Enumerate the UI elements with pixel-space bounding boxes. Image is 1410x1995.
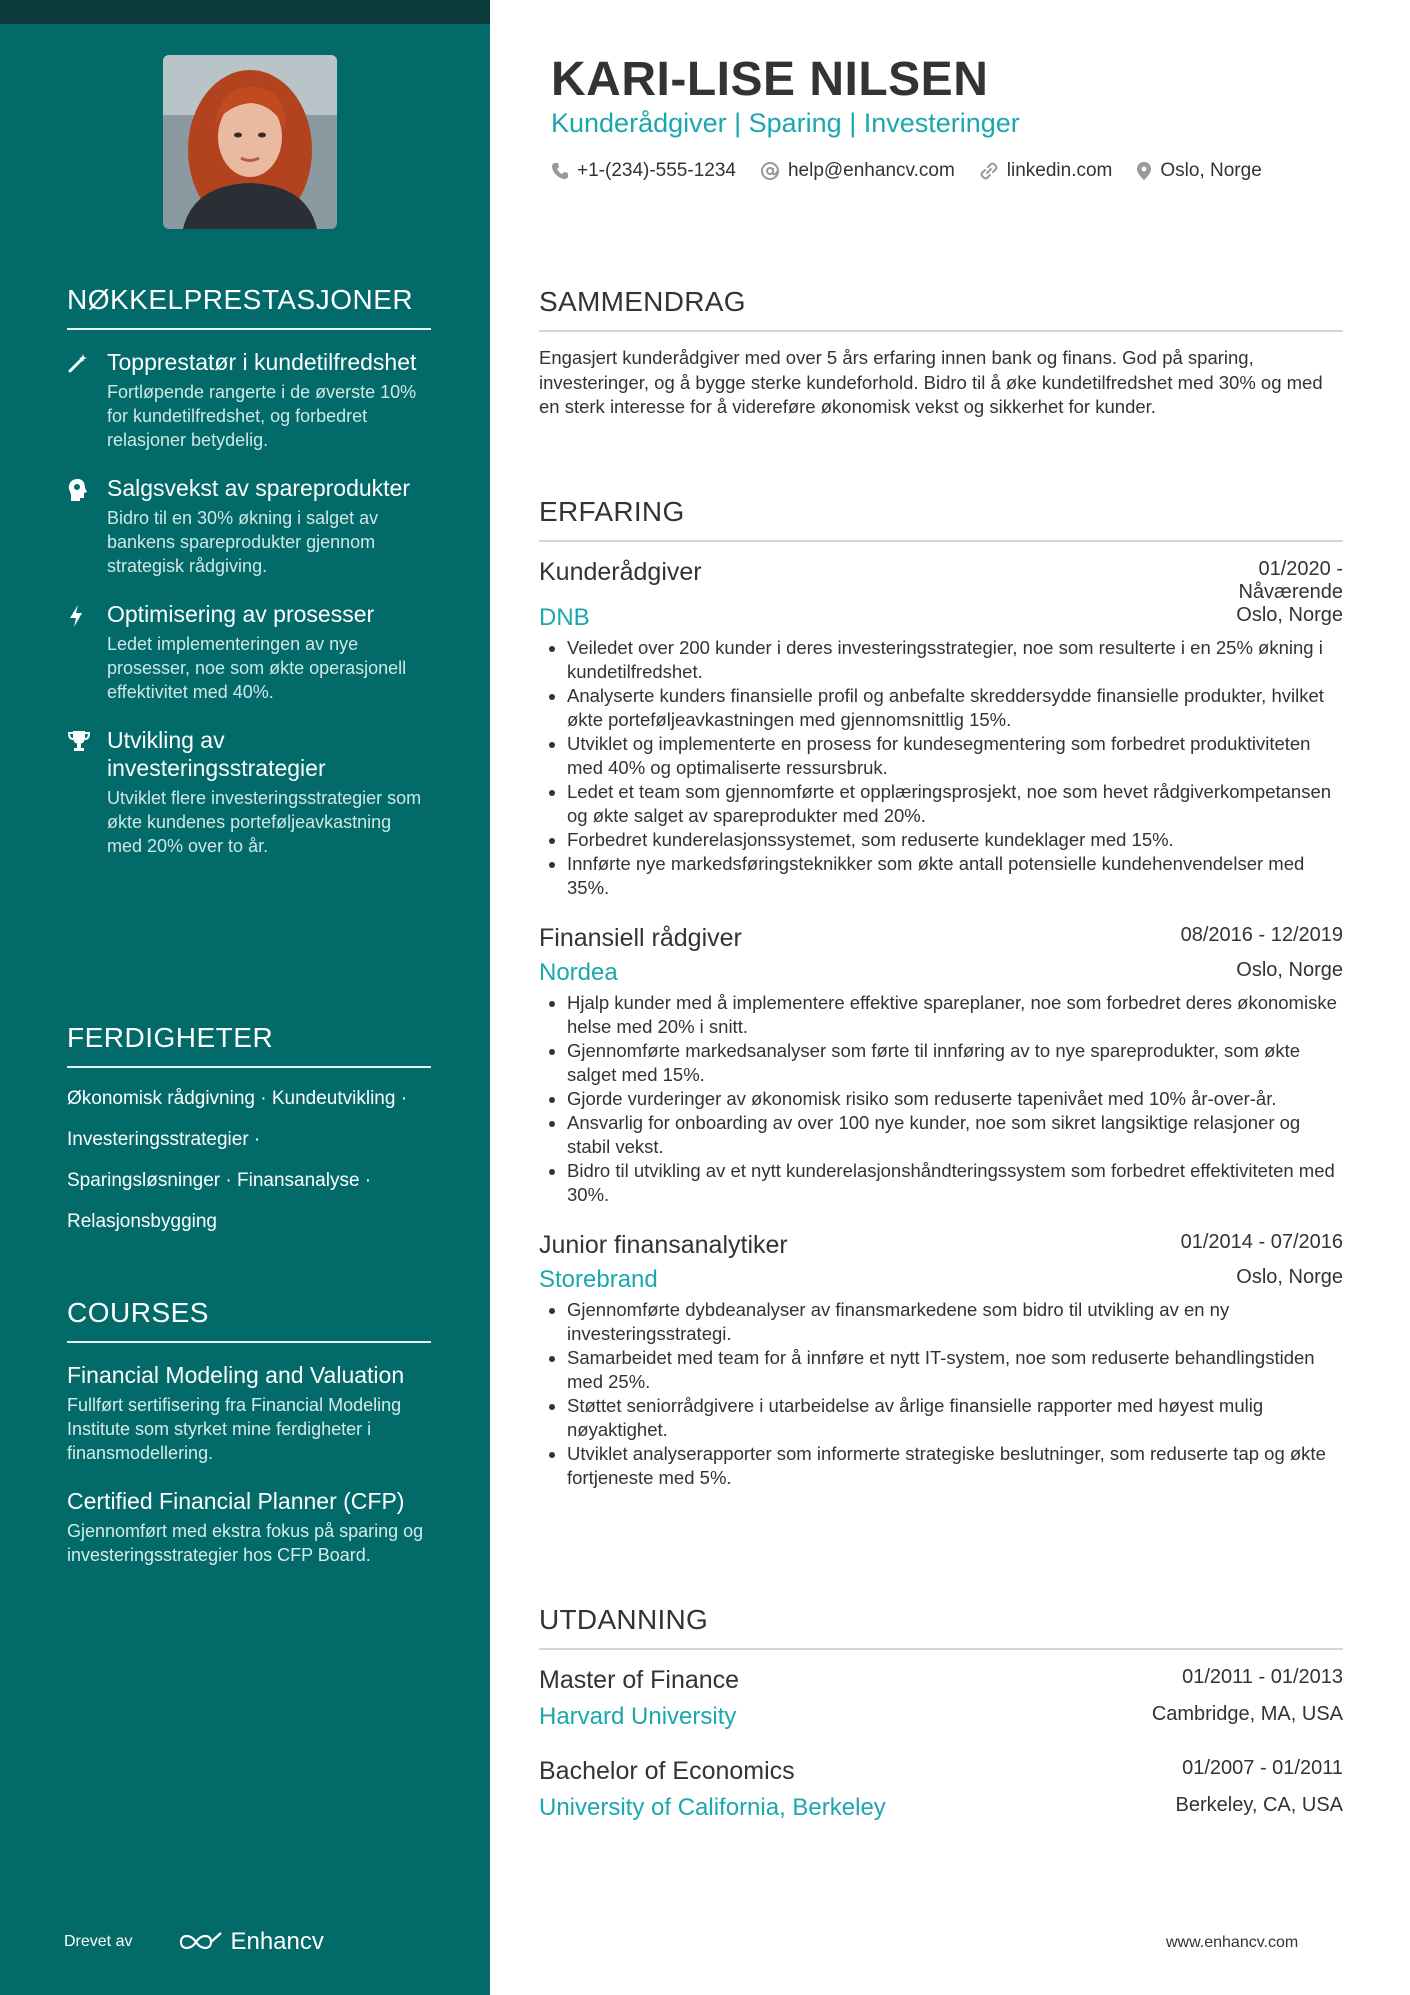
courses-title: COURSES [67,1297,431,1343]
achievement-title: Topprestatør i kundetilfredshet [107,349,417,375]
experience-title: ERFARING [539,496,1343,542]
bullet: • Hjalp kunder med å implementere effektive spareplaner, noe som forbedret deres økonomiske helse med 20% i snitt. [567,991,1343,1039]
link-icon [979,161,999,181]
job-bullets [539,1298,1343,1490]
bullet: • Støttet seniorrådgivere i utarbeidelse av årlige finansielle rapporter med høyest mulig nøyaktighet. [567,1394,1343,1442]
achievement-title: Salgsvekst av spareprodukter [107,475,410,501]
summary-text: Engasjert kunderådgiver med over 5 års erfaring innen bank og finans. God på sparing, investeringer, og å bygge sterke kundeforhold. Bidro til å øke kundetilfredshet med 30% og med en sterk interesse for å videreføre økonomisk vekst og sikkerhet for kunder. [539,347,1323,417]
skill-line: Investeringsstrategier · [67,1129,261,1150]
course-title: Financial Modeling and Valuation [67,1362,405,1388]
course-item [67,1487,431,1567]
skills-list [67,1078,431,1242]
contact-phone[interactable] [551,160,736,182]
job-title: Kunderådgiver [539,558,702,586]
achievement-desc: Ledet implementeringen av nye prosesser, noe som økte operasjonell effektivitet med 40%. [107,634,407,702]
job-location: Oslo, Norge [1236,959,1343,981]
job-bullets [539,991,1343,1207]
job-entry [539,558,1343,900]
bullet: • Ansvarlig for onboarding av over 100 nye kunder, noe som sikret langsiktige relasjoner og stabil vekst. [567,1111,1343,1159]
achievements-title: NØKKELPRESTASJONER [67,284,431,330]
job-bullets [539,636,1343,900]
head-gear-icon [67,474,107,578]
edu-date: 01/2007 - 01/2011 [1182,1757,1343,1779]
sidebar-top-bar [0,0,490,24]
achievement-item [67,348,431,452]
achievement-title: Optimisering av prosesser [107,601,375,627]
candidate-name: KARI-LISE NILSEN [551,53,989,106]
location-pin-icon [1136,161,1152,181]
education-section [539,1604,1343,1822]
school: University of California, Berkeley [539,1794,886,1821]
powered-by [64,1928,444,1956]
degree: Bachelor of Economics [539,1757,795,1785]
achievement-item [67,726,431,858]
bullet: • Bidro til utvikling av et nytt kunderelasjonshåndteringssystem som forbedret effektiviteten med 30%. [567,1159,1343,1207]
linkedin-text: linkedin.com [1006,160,1113,181]
contact-email[interactable] [760,160,955,182]
skill-line: Økonomisk rådgivning · Kundeutvikling · [67,1088,408,1109]
skill-line: Sparingsløsninger · Finansanalyse · [67,1170,372,1191]
bullet: • Gjorde vurderinger av økonomisk risiko som reduserte tapenivået med 10% år-over-år. [567,1087,1343,1111]
achievement-item [67,474,431,578]
summary-section [539,286,1343,420]
bullet: • Samarbeidet med team for å innføre et nytt IT-system, noe som reduserte behandlingstiden med 25%. [567,1346,1343,1394]
course-desc: Gjennomført med ekstra fokus på sparing og investeringsstrategier hos CFP Board. [67,1521,424,1565]
achievement-item [67,600,431,704]
company-name: Storebrand [539,1266,658,1293]
sidebar [0,0,490,1995]
achievement-title: Utvikling av investeringsstrategier [107,727,326,781]
headline: Kunderådgiver | Sparing | Investeringer [551,108,1020,138]
job-title: Finansiell rådgiver [539,924,742,952]
achievement-desc: Fortløpende rangerte i de øverste 10% for kundetilfredshet, og forbedret relasjoner betydelig. [107,382,417,450]
profile-photo [163,55,337,229]
course-desc: Fullført sertifisering fra Financial Modeling Institute som styrket mine ferdigheter i finansmodellering. [67,1395,402,1463]
company-name: Nordea [539,959,618,986]
job-date [1238,558,1343,604]
job-date: 01/2014 - 07/2016 [1180,1231,1343,1253]
trophy-icon [67,726,107,858]
edu-location: Berkeley, CA, USA [1175,1794,1343,1816]
job-location: Oslo, Norge [1236,1266,1343,1288]
course-title: Certified Financial Planner (CFP) [67,1488,405,1514]
skills-section [67,1022,431,1242]
summary-title: SAMMENDRAG [539,286,1343,332]
enhancv-brand: Enhancv [230,1928,324,1955]
job-date-end: Nåværende [1238,581,1343,603]
bullet: • Utviklet analyserapporter som informerte strategiske beslutninger, som reduserte tap og økte fortjeneste med 5%. [567,1442,1343,1490]
edu-date: 01/2011 - 01/2013 [1182,1666,1343,1688]
school: Harvard University [539,1703,737,1730]
course-item [67,1361,431,1465]
education-entry [539,1757,1343,1822]
lightning-icon [67,600,107,704]
bullet: • Innførte nye markedsføringsteknikker som økte antall potensielle kundehenvendelser med 35%. [567,852,1343,900]
job-title: Junior finansanalytiker [539,1231,788,1259]
powered-by-label: Drevet av [64,1933,133,1950]
job-date-start: 01/2020 - [1258,558,1343,580]
bullet: • Gjennomførte markedsanalyser som førte til innføring av to nye spareprodukter, som økte salget med 15%. [567,1039,1343,1087]
degree: Master of Finance [539,1666,740,1694]
location-text: Oslo, Norge [1160,160,1262,181]
achievement-desc: Bidro til en 30% økning i salget av bankens spareprodukter gjennom strategisk rådgiving. [107,508,379,576]
courses-section [67,1297,431,1567]
at-icon [760,161,780,181]
bullet: • Ledet et team som gjennomførte et opplæringsprosjekt, noe som hevet rådgiverkompetansen og økte salget av spareprodukter med 20%. [567,780,1343,828]
phone-text: +1-(234)-555-1234 [577,160,736,181]
contact-bar [551,160,1286,182]
enhancv-logo-icon[interactable] [178,1928,323,1956]
footer-url[interactable]: www.enhancv.com [1166,1934,1299,1951]
email-text: help@enhancv.com [787,160,955,181]
bullet: • Veiledet over 200 kunder i deres investeringsstrategier, noe som resulterte i en 25% økning i kundetilfredshet. [567,636,1343,684]
job-entry [539,1231,1343,1490]
company-name: DNB [539,604,590,631]
job-entry [539,924,1343,1207]
bullet: • Utviklet og implementerte en prosess for kundesegmentering som forbedret produktiviteten med 40% og optimaliserte ressursbruk. [567,732,1343,780]
education-title: UTDANNING [539,1604,1343,1650]
education-entry [539,1666,1343,1731]
skills-title: FERDIGHETER [67,1022,431,1068]
edu-location: Cambridge, MA, USA [1151,1703,1343,1725]
achievement-desc: Utviklet flere investeringsstrategier som økte kundenes porteføljeavkastning med 20% over to år. [107,788,422,856]
job-location: Oslo, Norge [1236,604,1343,626]
achievements-section [67,284,431,858]
bullet: • Analyserte kunders finansielle profil og anbefalte skreddersydde finansielle produkter, hvilket økte porteføljeavkastningen med gjennomsnittlig 15%. [567,684,1343,732]
experience-section [539,496,1343,1490]
skill-line: Relasjonsbygging [67,1211,217,1232]
bullet: • Forbedret kunderelasjonssystemet, som reduserte kundeklager med 15%. [567,828,1343,852]
bullet: • Gjennomførte dybdeanalyser av finansmarkedene som bidro til utvikling av en ny investeringsstrategi. [567,1298,1343,1346]
job-date: 08/2016 - 12/2019 [1180,924,1343,946]
contact-location [1136,160,1261,182]
phone-icon [551,162,569,180]
contact-linkedin[interactable] [979,160,1113,182]
magic-wand-icon [67,348,107,452]
